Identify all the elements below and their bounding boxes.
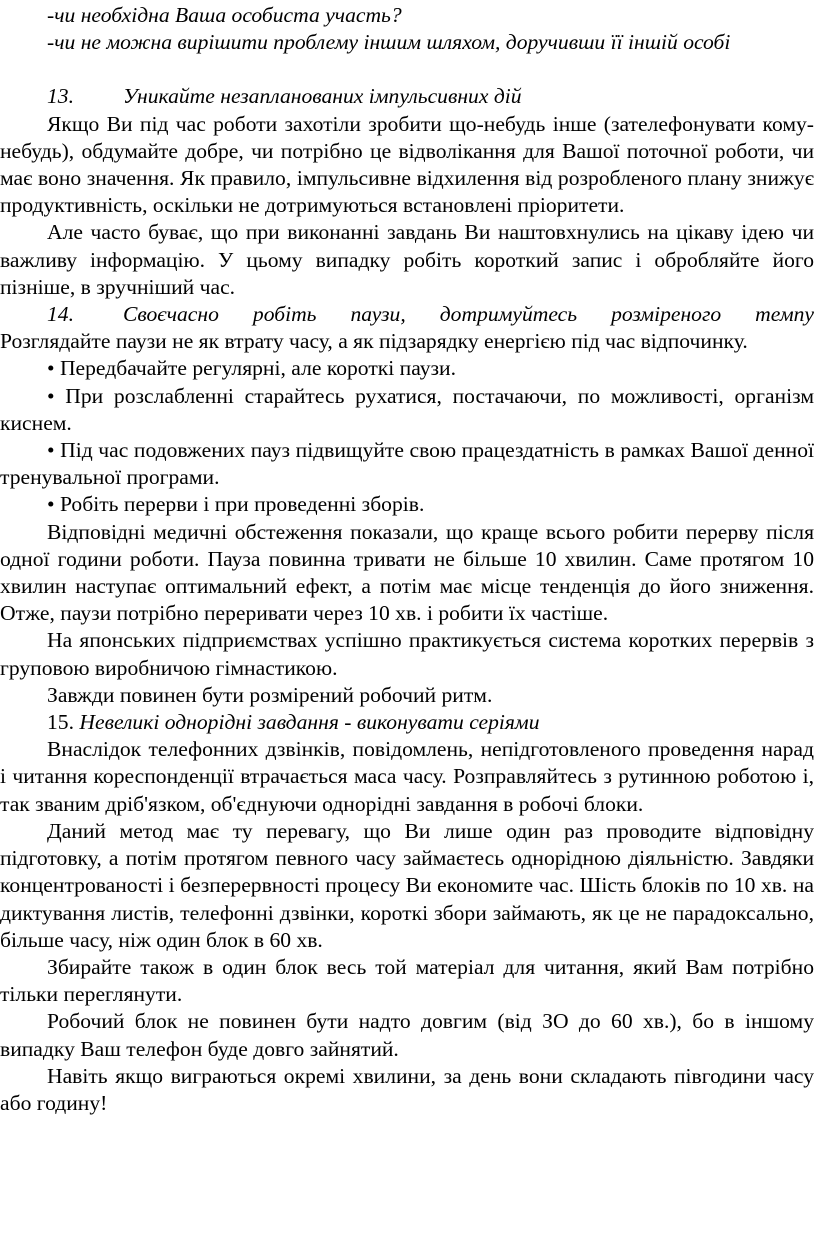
section-15-heading [0,709,814,736]
section-13-paragraph-2: Але часто буває, що при виконанні завдань Ви наштовхнулись на цікаву ідею чи важливу інформацію. У цьому випадку робіть короткий запис і обробляйте його пізніше, в зручніший час. [0,220,814,299]
section-13-heading [0,83,814,110]
section-14-paragraph-3: Завжди повинен бути розмірений робочий ритм. [47,682,493,707]
section-14-intro: Розглядайте паузи не як втрату часу, а як підзарядку енергією під час відпочинку. [0,329,748,354]
section-13-title: Уникайте незапланованих імпульсивних дій [123,84,522,109]
section-13-number: 13. [47,84,74,109]
section-14-heading [0,301,814,328]
section-15-number: 15. [47,710,74,735]
section-15-paragraph-2: Даний метод має ту перевагу, що Ви лише один раз проводите відповідну підготовку, а потім протягом певного часу займаєтесь однорідною діяльністю. Завдяки концентрованості і безперервності процесу Ви економите час. Шість блоків по 10 хв. на диктування листів, телефонні дзвінки, короткі збори займають, як це не парадоксально, більше часу, ніж один блок в 60 хв. [0,818,814,952]
section-15-paragraph-4: Робочий блок не повинен бути надто довгим (від ЗО до 60 хв.), бо в іншому випадку Ваш телефон буде довго зайнятий. [0,1009,814,1061]
question-line-2: -чи не можна вирішити проблему іншим шляхом, доручивши її іншій особі [47,30,731,55]
section-14-bullet-3: • Під час подовжених пауз підвищуйте свою працездатність в рамках Вашої денної тренувальної програми. [0,438,814,490]
section-14-paragraph-2: На японських підприємствах успішно практикується система коротких перервів з груповою виробничою гімнастикою. [0,628,814,680]
spacer [0,56,814,83]
section-14-bullet-2: • При розслабленні старайтесь рухатися, постачаючи, по можливості, організм киснем. [0,383,814,435]
section-15-paragraph-3: Збирайте також в один блок весь той матеріал для читання, який Вам потрібно тільки переглянути. [0,954,814,1007]
section-15-paragraph-1: Внаслідок телефонних дзвінків, повідомлень, непідготовленого проведення нарад і читання кореспонденції втрачається маса часу. Розправляйтесь з рутинною роботою і, так званим дріб'язком, об'єднуючи однорідні завдання в робочі блоки. [0,737,814,816]
section-14-paragraph-1: Відповідні медичні обстеження показали, що краще всього робити перерву після одної години роботи. Пауза повинна тривати не більше 10 хвилин. Саме протягом 10 хвилин наступає оптимальний ефект, а потім має місце тенденція до його зниження. Отже, паузи потрібно переривати через 10 хв. і робити їх частіше. [0,519,814,626]
section-14-bullet-1: • Передбачайте регулярні, але короткі паузи. [47,356,456,381]
question-line-1: -чи необхідна Ваша особиста участь? [47,3,402,27]
section-15-title: Невеликі однорідні завдання - виконувати серіями [79,710,540,735]
section-14-number: 14. [47,302,74,327]
section-13-paragraph-1: Якщо Ви під час роботи захотіли зробити що-небудь інше (зателефонувати кому-небудь), обдумайте добре, чи потрібно це відволікання для Вашої поточної роботи, чи має воно значення. Як правило, імпульсивне відхилення від розробленого плану знижує продуктивність, оскільки не дотримуються встановлені пріоритети. [0,111,814,218]
section-14-bullet-4: • Робіть перерви і при проведенні зборів. [47,492,425,517]
section-14-title: Своєчасно робіть паузи, дотримуйтесь розміреного темпу [123,302,814,327]
section-15-paragraph-5: Навіть якщо виграються окремі хвилини, за день вони складають півгодини часу або годину! [0,1063,814,1115]
